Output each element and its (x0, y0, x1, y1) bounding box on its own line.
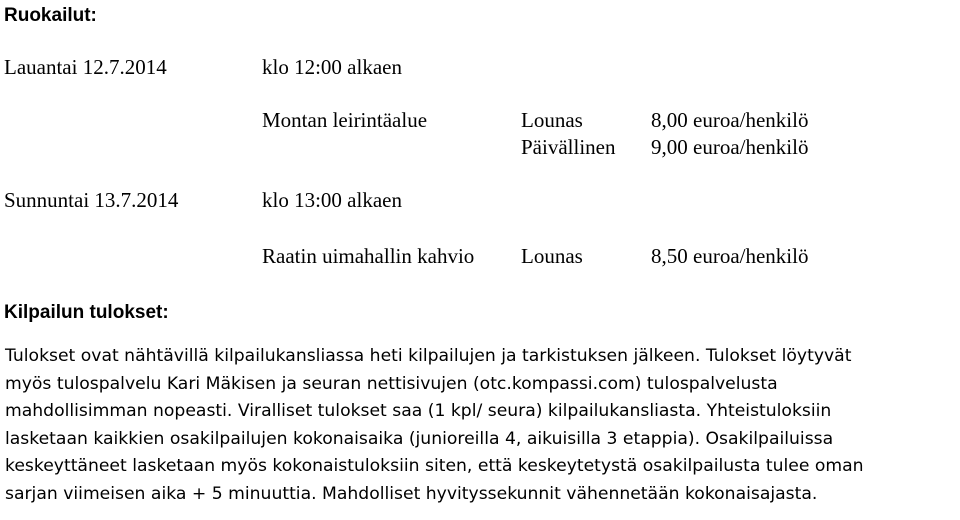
saturday-price-lunch: 8,00 euroa/henkilö (651, 108, 809, 132)
sunday-price-lunch: 8,50 euroa/henkilö (651, 244, 809, 268)
results-line: Tulokset ovat nähtävillä kilpailukansliassa heti kilpailujen ja tarkistuksen jälkeen. Tulokset löytyvät (5, 346, 852, 366)
results-line: sarjan viimeisen aika + 5 minuuttia. Mahdolliset hyvityssekunnit vähennetään kokonaisajasta. (5, 483, 818, 504)
sunday-date: Sunnuntai 13.7.2014 (4, 188, 179, 212)
results-heading: Kilpailun tulokset: (4, 302, 169, 323)
results-line: mahdollisimman nopeasti. Viralliset tulokset saa (1 kpl/ seura) kilpailukansliasta. Yhteistuloksiin (5, 401, 832, 421)
saturday-date: Lauantai 12.7.2014 (4, 55, 167, 79)
saturday-meal-dinner: Päivällinen (521, 135, 616, 159)
meals-heading: Ruokailut: (4, 5, 97, 26)
results-paragraph (5, 343, 960, 508)
results-line: keskeyttäneet lasketaan myös kokonaistuloksiin siten, että keskeytetystä osakilpailusta tulee oman (5, 456, 864, 476)
sunday-place: Raatin uimahallin kahvio (262, 244, 475, 268)
saturday-time: klo 12:00 alkaen (262, 55, 402, 79)
results-line: lasketaan kaikkien osakilpailujen kokonaisaika (junioreilla 4, aikuisilla 3 etappia). Osakilpailuissa (5, 428, 834, 449)
sunday-time: klo 13:00 alkaen (262, 188, 402, 212)
sunday-meal-lunch: Lounas (521, 244, 583, 268)
results-line: myös tulospalvelu Kari Mäkisen ja seuran nettisivujen (otc.kompassi.com) tulospalvelusta (5, 373, 778, 394)
saturday-place: Montan leirintäalue (262, 108, 428, 132)
saturday-price-dinner: 9,00 euroa/henkilö (651, 135, 809, 159)
saturday-meal-lunch: Lounas (521, 108, 583, 132)
